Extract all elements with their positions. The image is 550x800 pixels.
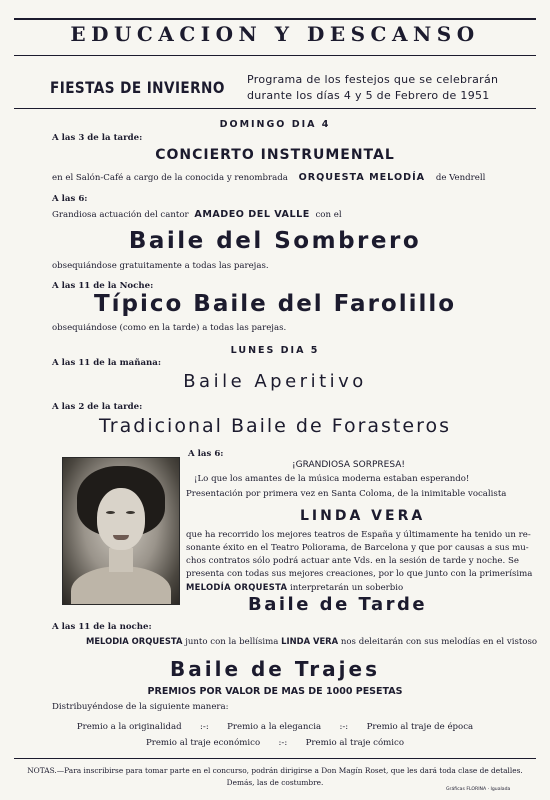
sunday-time-11: A las 11 de la Noche: — [52, 281, 154, 291]
bio-line-5 — [186, 582, 403, 593]
bio-orchestra: MELODÍA ORQUESTA — [186, 582, 288, 592]
concert-orchestra: ORQUESTA MELODÍA — [298, 172, 426, 183]
sombrero-title: Baile del Sombrero — [128, 228, 422, 254]
title-rule — [14, 55, 536, 56]
monday-heading: LUNES DIA 5 — [230, 345, 320, 356]
singer-post: con el — [315, 210, 342, 220]
night-orchestra: MELODIA ORQUESTA — [86, 636, 183, 646]
prize-separator: :-: — [339, 722, 349, 732]
vocalist-photo — [62, 457, 180, 605]
header-rule — [14, 108, 536, 109]
night-mid: junto con la bellísima — [185, 637, 279, 647]
notes-line-1: NOTAS.—Para inscribirse para tomar parte en el concurso, podrán dirigirse a Don Magín Roset, que les dará toda clase de detalles. — [27, 766, 523, 775]
surprise-line-2: Presentación por primera vez en Santa Coloma, de la inimitable vocalista — [186, 489, 507, 499]
prize-comic-costume: Premio al traje cómico — [305, 738, 405, 748]
sunday-time-6: A las 6: — [52, 194, 88, 204]
aperitivo-title: Baile Aperitivo — [183, 371, 367, 392]
concert-title: CONCIERTO INSTRUMENTAL — [155, 147, 395, 163]
trajes-title: Baile de Trajes — [170, 657, 380, 681]
program-line-1: Programa de los festejos que se celebrarán — [247, 73, 499, 86]
subtitle: FIESTAS DE INVIERNO — [50, 78, 225, 97]
night-vocalist: LINDA VERA — [281, 636, 339, 646]
farolillo-title: Típico Baile del Farolillo — [93, 291, 457, 317]
concert-line — [52, 172, 485, 183]
night-line — [86, 636, 537, 647]
concert-pre: en el Salón-Café a cargo de la conocida y renombrada — [52, 173, 288, 183]
singer-pre: Grandiosa actuación del cantor — [52, 210, 189, 220]
monday-time-6: A las 6: — [188, 449, 224, 459]
bio-line-3: chos contratos sólo podrá actuar ante Vds. en la sesión de tarde y noche. Se — [186, 556, 519, 566]
monday-time-11am: A las 11 de la mañana: — [52, 358, 162, 368]
tarde-title: Baile de Tarde — [248, 594, 428, 615]
notes-line-2: Demás, las de costumbre. — [226, 778, 324, 787]
prize-economic-costume: Premio al traje económico — [145, 738, 261, 748]
prize-separator: :-: — [200, 722, 209, 732]
concert-post: de Vendrell — [435, 173, 486, 183]
prize-separator: :-: — [278, 738, 288, 748]
printer-credit: Gráficas FLORINA · Igualada — [446, 787, 511, 792]
sunday-heading: DOMINGO DIA 4 — [219, 119, 331, 130]
bio-line-5-post: interpretarán un soberbio — [290, 583, 404, 593]
sunday-time-3pm: A las 3 de la tarde: — [52, 133, 143, 143]
prizes-intro: Distribuyéndose de la siguiente manera: — [52, 702, 229, 712]
bio-line-2: sonante éxito en el Teatro Poliorama, de Barcelona y que por causas a sus mu- — [186, 543, 529, 553]
farolillo-note: obsequiándose (como en la tarde) a todas las parejas. — [52, 323, 287, 333]
page-title: EDUCACION Y DESCANSO — [70, 22, 480, 46]
bio-line-1: que ha recorrido los mejores teatros de España y últimamente ha tenido un re- — [186, 530, 531, 540]
prizes-row-1 — [0, 722, 550, 732]
prize-originality: Premio a la originalidad — [76, 722, 182, 732]
bio-line-4: presenta con todas sus mejores creaciones, por lo que junto con la primerísima — [186, 569, 533, 579]
night-post: nos deleitarán con sus melodías en el vistoso — [340, 637, 538, 647]
vocalist-name: LINDA VERA — [300, 508, 426, 524]
surprise-heading: ¡GRANDIOSA SORPRESA! — [292, 460, 405, 470]
prize-elegance: Premio a la elegancia — [227, 722, 322, 732]
top-rule — [14, 18, 536, 20]
sombrero-note: obsequiándose gratuitamente a todas las parejas. — [52, 261, 269, 271]
surprise-line-1: ¡Lo que los amantes de la música moderna estaban esperando! — [194, 474, 470, 484]
program-line-2: durante los días 4 y 5 de Febrero de 1951 — [247, 89, 490, 102]
prize-period-costume: Premio al traje de época — [366, 722, 474, 732]
singer-name: AMADEO DEL VALLE — [194, 209, 310, 220]
monday-time-2pm: A las 2 de la tarde: — [52, 402, 143, 412]
footer-rule — [14, 758, 536, 759]
monday-time-11pm: A las 11 de la noche: — [52, 622, 152, 632]
prizes-title: PREMIOS POR VALOR DE MAS DE 1000 PESETAS — [147, 686, 403, 697]
singer-line — [52, 209, 342, 220]
prizes-row-2 — [0, 738, 550, 748]
forasteros-title: Tradicional Baile de Forasteros — [98, 415, 451, 437]
